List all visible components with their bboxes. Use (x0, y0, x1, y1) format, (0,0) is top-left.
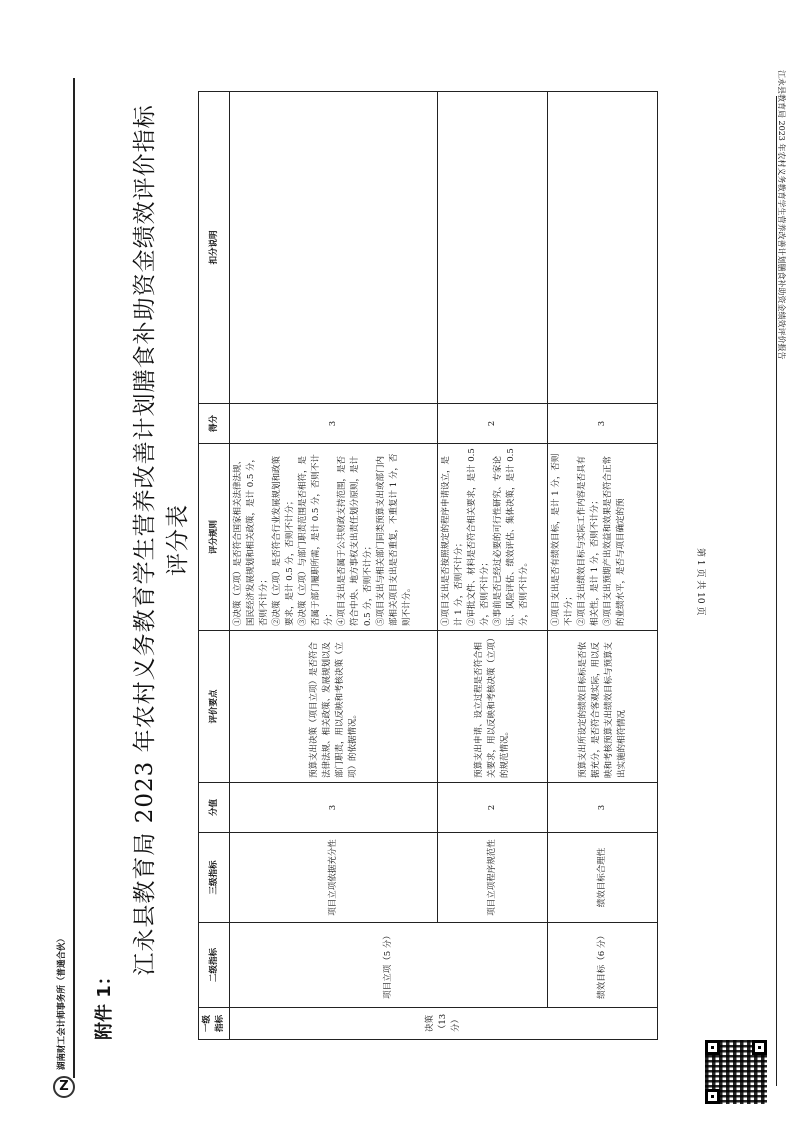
level3-cell: 项目立项依据充分性 (230, 833, 438, 923)
table-header-row (199, 92, 230, 1040)
rules-cell (548, 444, 658, 631)
evaluation-table (198, 91, 658, 1040)
score-cell: 3 (230, 404, 438, 444)
rotated-page-content (90, 90, 680, 1040)
qr-finder-icon (705, 1089, 720, 1104)
rules-cell (438, 444, 548, 631)
rule-line: ②决策（立项）是否符合行业发展规划和政策要求，是计 0.5 分，否则不计分； (272, 455, 295, 626)
level1-cell: 决策（13 分） (230, 1008, 658, 1040)
score-cell: 2 (438, 404, 548, 444)
qr-finder-icon (705, 1040, 720, 1055)
col-header-score-value: 分值 (199, 783, 230, 833)
table-row (230, 92, 438, 1040)
key-points-cell: 预算支出决策（项目立项）是否符合法律法规、相关政策、发展规划以及部门职责，用以反映和考核决策（立项）的依据情况。 (230, 631, 438, 783)
page-title: 江永县教育局 2023 年农村义务教育学生营养改善计划膳食补助资金绩效评价指标评分表 (132, 104, 191, 976)
rule-line: ⑤项目支出与相关部门同类预算支出或部门内部相关项目支出是否重复，不重复计 1 分，否则不计分。 (376, 453, 412, 626)
rule-line: ③事前是否已经过必要的可行性研究、专家论证、风险评估、绩效评估、集体决策，是计 0.5 分，否则不计分。 (493, 448, 529, 626)
level2-cell: 绩效目标（6 分） (548, 923, 658, 1008)
score-value-cell: 2 (438, 783, 548, 833)
rule-line: ④项目支出是否属于公共财政支持范围，是否符合中央、地方事权支出责任划分原则，是计 0.5 分，否则不计分； (337, 455, 373, 626)
col-header-deduction: 扣分说明 (199, 92, 230, 404)
rule-line: ①决策（立项）是否符合国家相关法律法规、国民经济发展规划和相关政策，是计 0.5 分，否则不计分； (233, 454, 269, 626)
rule-line: ①项目支出是否有绩效目标，是计 1 分，否则不计分； (551, 453, 574, 626)
firm-name: 湖南财工会计师事务所（普通合伙） (57, 933, 67, 1070)
header-rule (73, 78, 75, 1078)
deduction-cell (548, 92, 658, 404)
score-cell: 3 (548, 404, 658, 444)
col-header-level3: 三级指标 (199, 833, 230, 923)
table-row (438, 92, 548, 1040)
score-value-cell: 3 (548, 783, 658, 833)
right-rule (776, 96, 777, 1086)
running-head: 江永县教育局 2023 年农村义务教育学生营养改善计划膳食补助资金绩效评价报告 (777, 70, 786, 360)
rule-line: ③项目支出预期产出效益和效果是否符合正常的业绩水平，是否与项目确定的预 (603, 455, 626, 626)
level3-cell: 项目立项程序规范性 (438, 833, 548, 923)
col-header-level2: 二级指标 (199, 923, 230, 1008)
col-header-score: 得分 (199, 404, 230, 444)
qr-finder-icon (752, 1040, 767, 1055)
annex-label: 附件 1： (94, 967, 115, 1040)
rule-line: ②审批文件、材料是否符合相关要求，是计 0.5 分，否则不计分； (467, 448, 490, 626)
key-points-cell: 预算支出所设定的绩效目标标是否依据充分，是否符合客观实际，用以反映和考核预算支出绩效目标与预算支出实施的相符情况 (548, 631, 658, 783)
rule-line: ②项目支出绩效目标与实际工作内容是否具有相关性，是计 1 分，否则不计分； (577, 455, 600, 626)
key-points-cell: 预算支出申请、设立过程是否符合相关要求，用以反映和考核决策（立项）的规范情况。 (438, 631, 548, 783)
col-header-key-points: 评价要点 (199, 631, 230, 783)
deduction-cell (230, 92, 438, 404)
qr-code-icon (705, 1040, 767, 1104)
table-row (548, 92, 658, 1040)
col-header-level1: 一级指标 (199, 1008, 230, 1040)
rule-line: ③决策（立项）与部门职责范围是否相符，是否属于部门履职所需，是计 0.5 分，否则不计分； (298, 454, 334, 626)
deduction-cell (438, 92, 548, 404)
col-header-rules: 评分规则 (199, 444, 230, 631)
rules-cell (230, 444, 438, 631)
level3-cell: 绩效目标合理性 (548, 833, 658, 923)
score-value-cell: 3 (230, 783, 438, 833)
level2-cell: 项目立项（5 分） (230, 923, 548, 1008)
page-footer: 第 1 页 共 10 页 (695, 548, 705, 616)
rule-line: ①项目支出是否按照规定的程序申请设立，是计 1 分，否则不计分； (441, 455, 464, 626)
firm-logo-icon: Z (53, 1076, 75, 1098)
